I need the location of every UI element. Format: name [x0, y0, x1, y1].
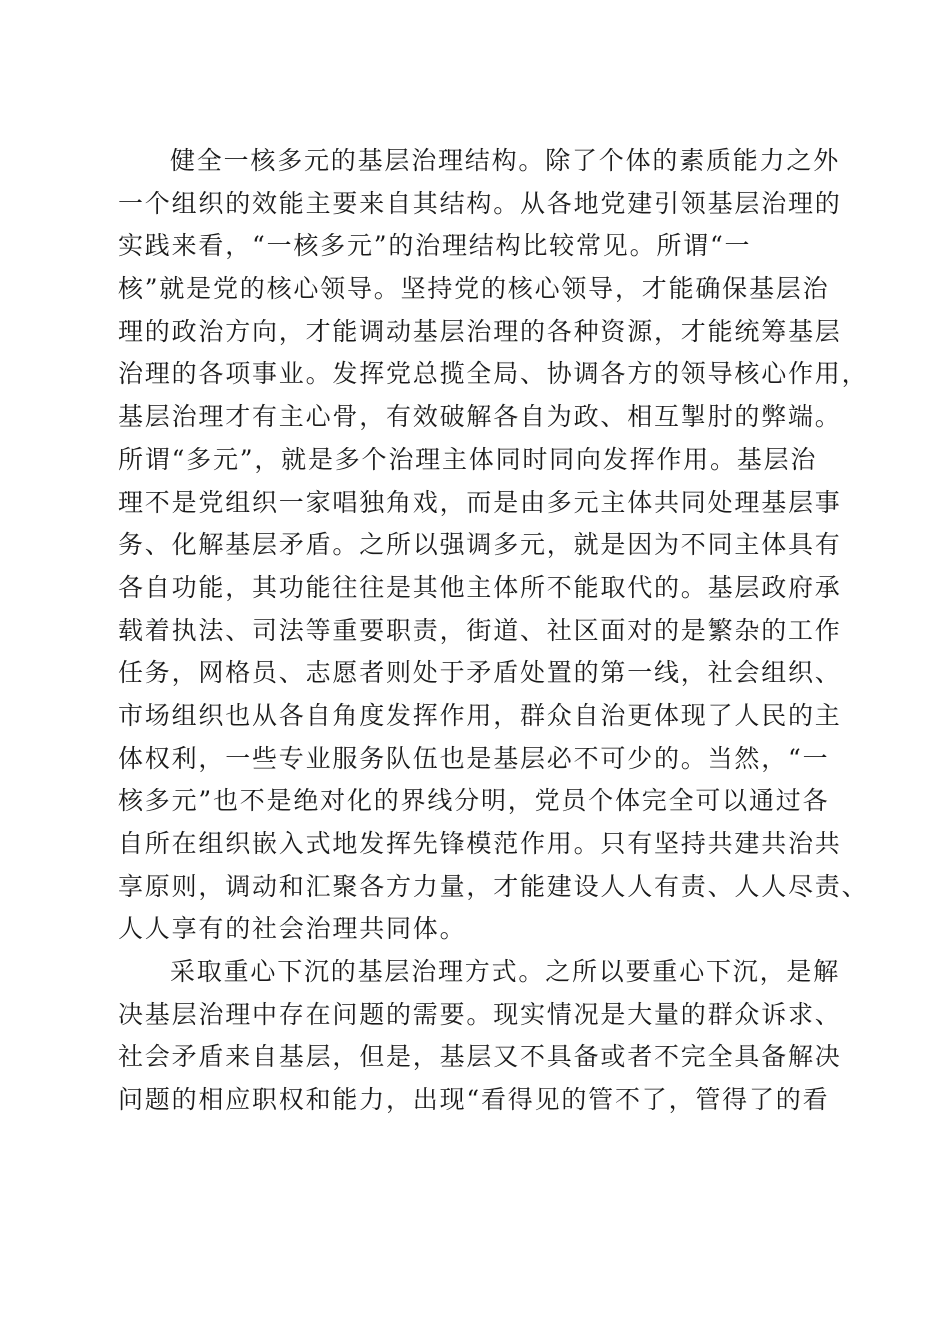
- text-line: 核多元”也不是绝对化的界线分明，党员个体完全可以通过各: [118, 786, 830, 816]
- text-line: 理不是党组织一家唱独角戏，而是由多元主体共同处理基层事: [118, 487, 842, 517]
- body-text: [118, 140, 869, 1122]
- text-line: 理的政治方向，才能调动基层治理的各种资源，才能统筹基层: [118, 316, 842, 346]
- text-line: 人人享有的社会治理共同体。: [118, 914, 467, 944]
- text-line: 各自功能，其功能往往是其他主体所不能取代的。基层政府承: [118, 572, 842, 602]
- text-line: 任务，网格员、志愿者则处于矛盾处置的第一线，社会组织、: [118, 658, 842, 688]
- text-line: 核”就是党的核心领导。坚持党的核心领导，才能确保基层治: [118, 274, 830, 304]
- text-line: 采取重心下沉的基层治理方式。之所以要重心下沉，是解: [170, 957, 841, 987]
- text-line: 实践来看，“一核多元”的治理结构比较常见。所谓“一: [118, 231, 752, 261]
- text-line: 所谓“多元”，就是多个治理主体同时同向发挥作用。基层治: [118, 444, 818, 474]
- text-line: 基层治理才有主心骨，有效破解各自为政、相互掣肘的弊端。: [118, 402, 842, 432]
- text-line: 问题的相应职权和能力，出现“看得见的管不了，管得了的看: [118, 1085, 830, 1115]
- text-line: 健全一核多元的基层治理结构。除了个体的素质能力之外: [170, 146, 841, 175]
- text-line: 享原则，调动和汇聚各方力量，才能建设人人有责、人人尽责、: [118, 871, 869, 901]
- text-line: 决基层治理中存在问题的需要。现实情况是大量的群众诉求、: [118, 999, 842, 1029]
- text-line: 体权利，一些专业服务队伍也是基层必不可少的。当然，“一: [118, 743, 830, 773]
- text-line: 治理的各项事业。发挥党总揽全局、协调各方的领导核心作用，: [118, 359, 869, 389]
- text-line: 自所在组织嵌入式地发挥先锋模范作用。只有坚持共建共治共: [118, 829, 842, 858]
- text-line: 市场组织也从各自角度发挥作用，群众自治更体现了人民的主: [118, 700, 842, 730]
- text-line: 一个组织的效能主要来自其结构。从各地党建引领基层治理的: [118, 188, 842, 218]
- text-line: 载着执法、司法等重要职责，街道、社区面对的是繁杂的工作: [118, 615, 842, 645]
- text-line: 务、化解基层矛盾。之所以强调多元，就是因为不同主体具有: [118, 530, 842, 560]
- text-line: 社会矛盾来自基层，但是，基层又不具备或者不完全具备解决: [118, 1042, 842, 1072]
